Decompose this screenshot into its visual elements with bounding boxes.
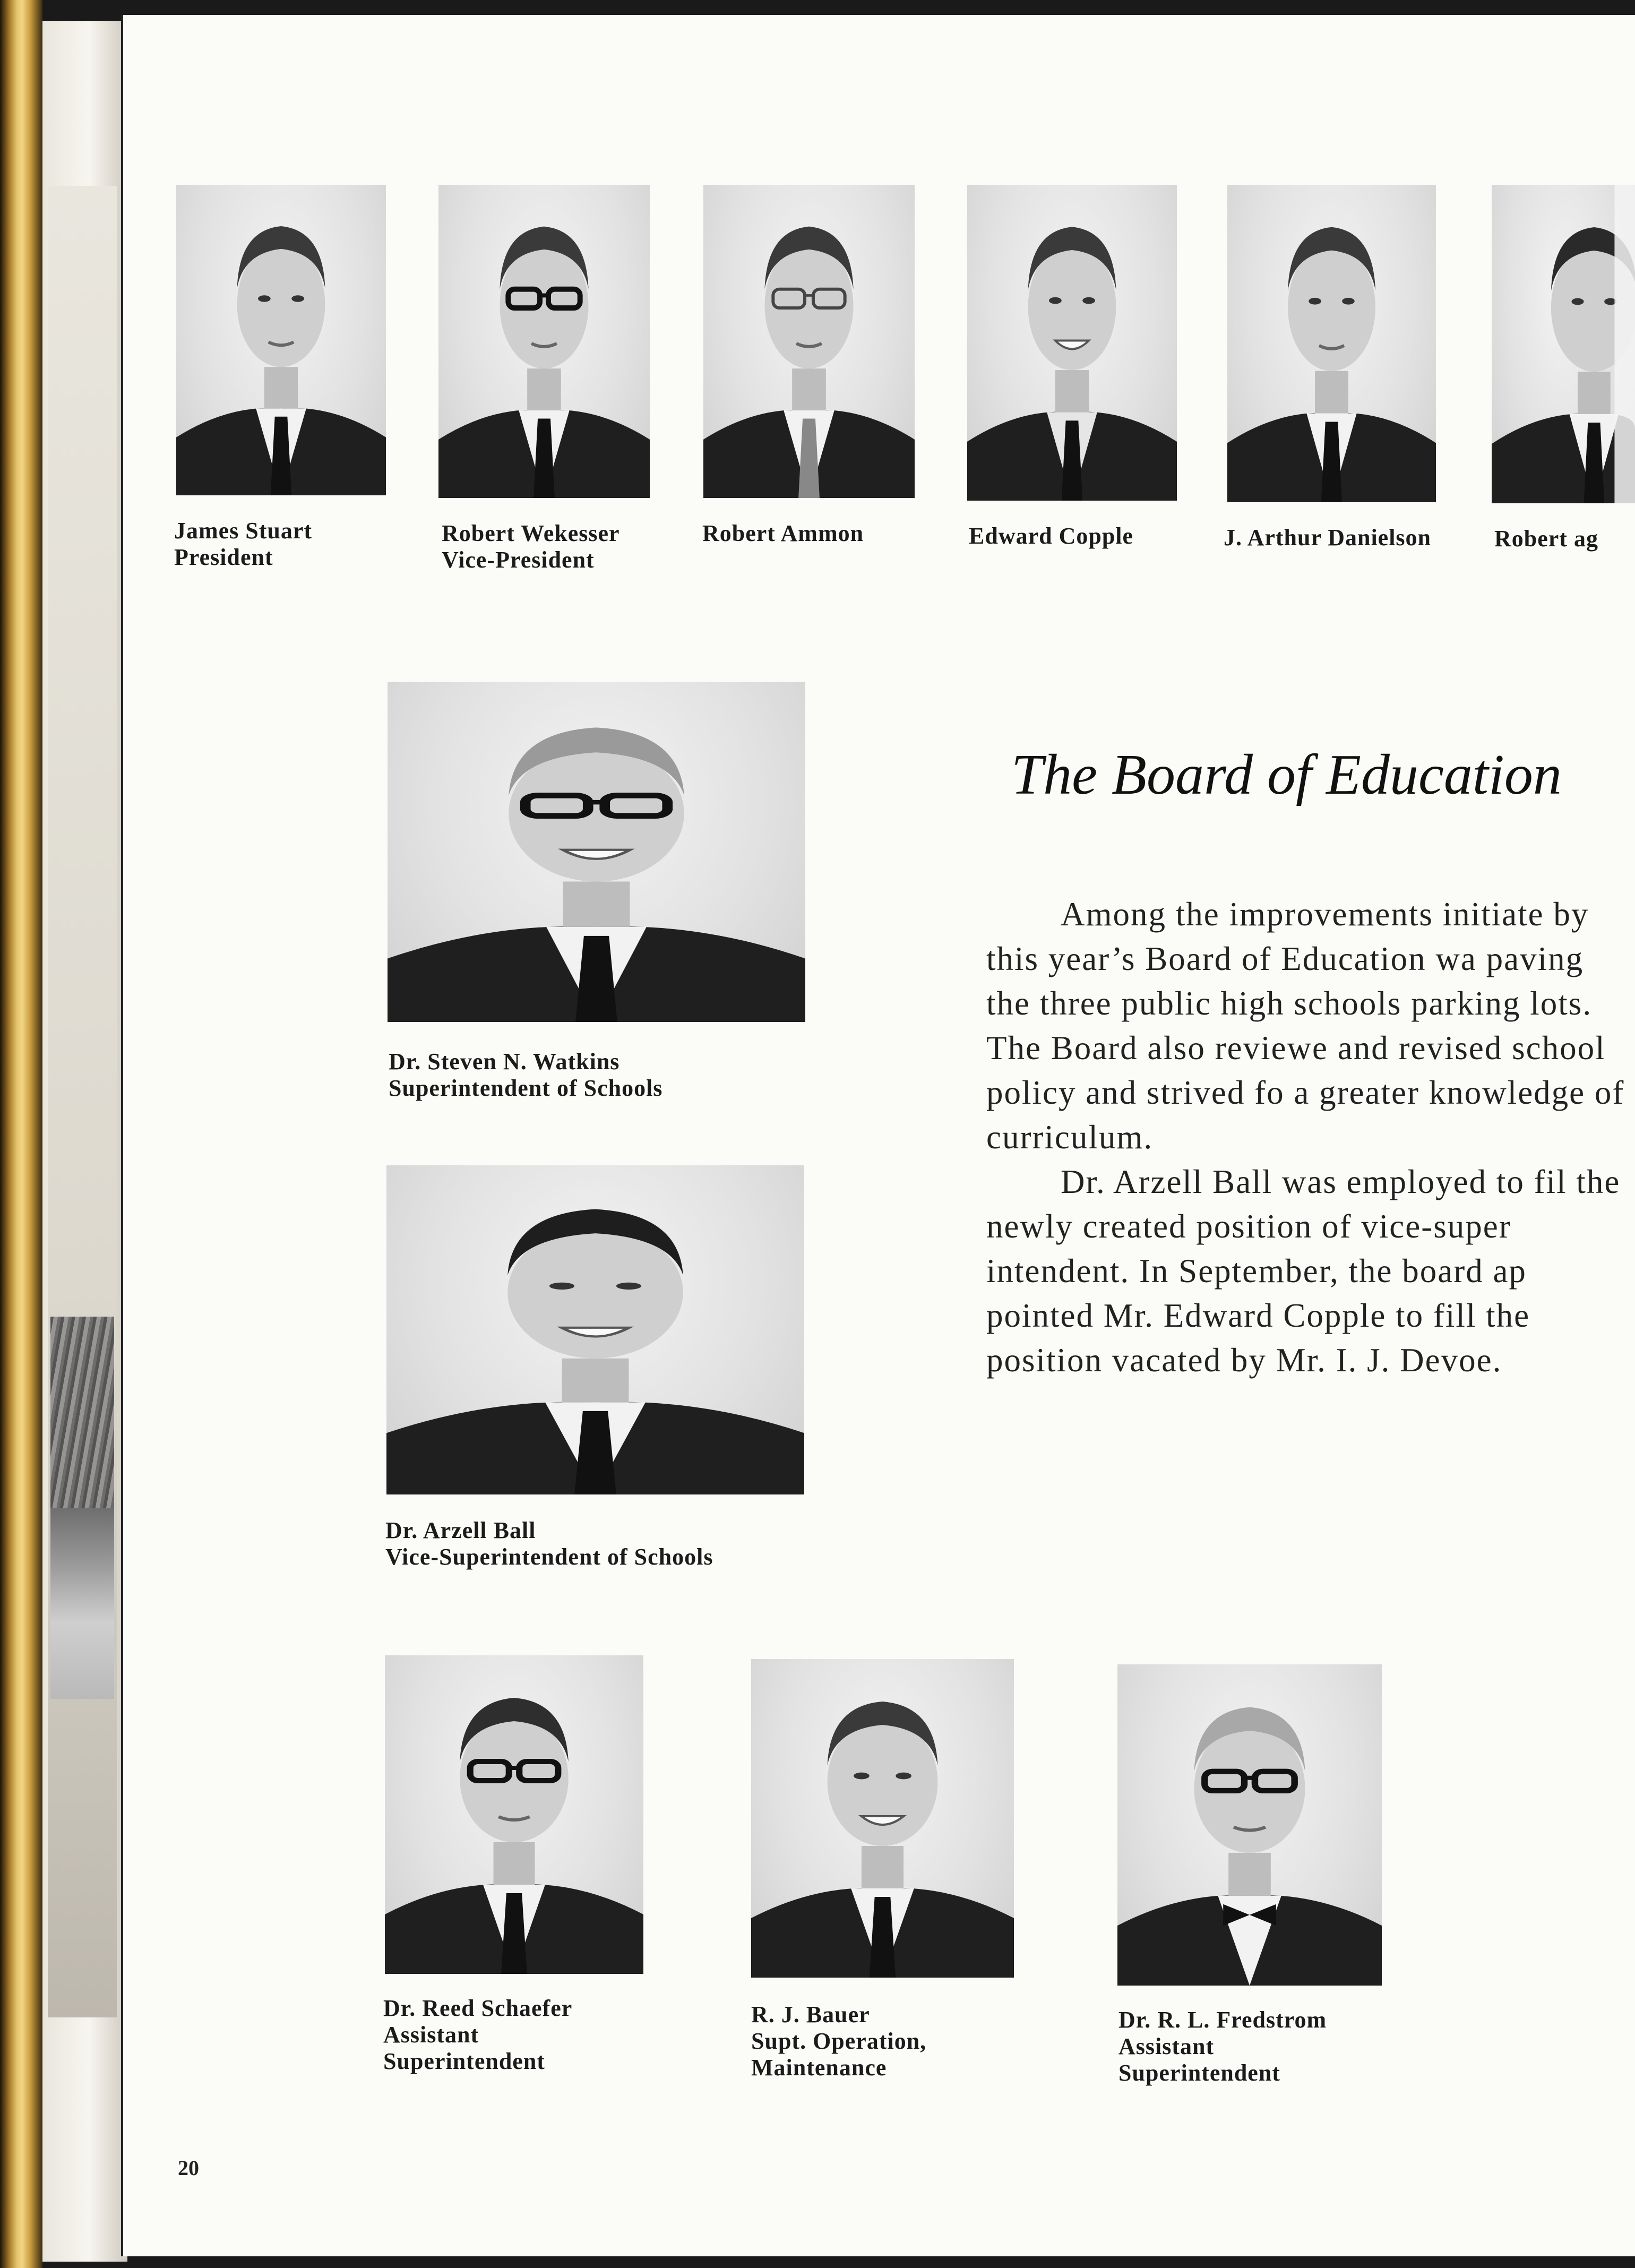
portrait-image	[386, 1165, 804, 1494]
staff-name: Dr. Reed Schaefer	[383, 1995, 573, 2021]
previous-page-trees	[50, 1317, 114, 1508]
book-spine	[0, 0, 42, 2268]
member-name: James Stuart	[174, 518, 313, 544]
portrait-image	[176, 185, 386, 495]
caption-board-member-2	[442, 520, 620, 573]
staff-name: R. J. Bauer	[751, 2001, 870, 2028]
vice-superintendent-name: Dr. Arzell Ball	[385, 1517, 536, 1543]
article-paragraph-2: Dr. Arzell Ball was employed to fil the newly created position of vice-super intendent. In September, the board ap pointed Mr. Edward Copple to fill the position vacated by Mr. I. J. Devoe.	[986, 1163, 1621, 1379]
article-body	[986, 892, 1631, 1382]
member-name: J. Arthur Danielson	[1224, 525, 1432, 551]
vice-superintendent-title: Vice-Superintendent of Schools	[385, 1544, 713, 1570]
portrait-image	[1227, 185, 1436, 502]
portrait-board-member-3	[703, 185, 915, 498]
portrait-image	[967, 185, 1177, 501]
previous-page-street	[50, 1508, 114, 1699]
caption-board-member-5	[1224, 525, 1431, 551]
caption-board-member-1	[174, 518, 312, 571]
caption-staff-2	[751, 2001, 926, 2081]
previous-page-photo	[48, 186, 117, 2017]
caption-staff-1	[383, 1995, 572, 2075]
portrait-image	[438, 185, 650, 498]
staff-title-line-1: Assistant	[1118, 2033, 1215, 2059]
article-paragraph-1: Among the improvements initiate by this year’s Board of Education wa paving the three public high schools parking lots. The Board also reviewe and revised school policy and strived fo a greater knowledge of curriculum.	[986, 896, 1625, 1156]
caption-vice-superintendent	[385, 1517, 713, 1570]
portrait-board-member-4	[967, 185, 1177, 501]
portrait-image	[388, 682, 805, 1022]
staff-title-line-2: Superintendent	[383, 2048, 545, 2074]
member-name: Robert Wekesser	[442, 520, 620, 546]
portrait-board-member-1	[176, 185, 386, 495]
staff-name: Dr. R. L. Fredstrom	[1118, 2007, 1327, 2033]
portrait-image	[385, 1655, 643, 1974]
portrait-image	[1117, 1664, 1382, 1986]
portrait-staff-2	[751, 1659, 1014, 1978]
member-title: Vice-President	[442, 547, 595, 573]
portrait-board-member-5	[1227, 185, 1436, 502]
portrait-superintendent	[388, 682, 805, 1022]
caption-staff-3	[1118, 2007, 1327, 2086]
portrait-image	[703, 185, 915, 498]
caption-board-member-3	[702, 520, 864, 547]
staff-title-line-2: Superintendent	[1118, 2060, 1280, 2086]
member-title: President	[174, 544, 273, 570]
staff-title-line-2: Maintenance	[751, 2055, 887, 2081]
member-name: Edward Copple	[969, 523, 1134, 549]
caption-board-member-6	[1494, 526, 1598, 552]
portrait-board-member-6	[1492, 185, 1635, 503]
page-number: 20	[178, 2156, 199, 2180]
member-name: Robert Ammon	[702, 520, 864, 546]
superintendent-name: Dr. Steven N. Watkins	[389, 1049, 620, 1075]
portrait-staff-3	[1117, 1664, 1382, 1986]
portrait-staff-1	[385, 1655, 643, 1974]
portrait-vice-superintendent	[386, 1165, 804, 1494]
member-name: Robert ag	[1494, 526, 1598, 552]
caption-board-member-4	[969, 523, 1133, 549]
caption-superintendent	[389, 1049, 662, 1102]
staff-title-line-1: Supt. Operation,	[751, 2028, 927, 2054]
staff-title-line-1: Assistant	[383, 2022, 479, 2048]
superintendent-title: Superintendent of Schools	[389, 1075, 663, 1101]
portrait-image	[751, 1659, 1014, 1978]
portrait-board-member-2	[438, 185, 650, 498]
portrait-image	[1492, 185, 1635, 503]
page-heading: The Board of Education	[1011, 743, 1562, 806]
